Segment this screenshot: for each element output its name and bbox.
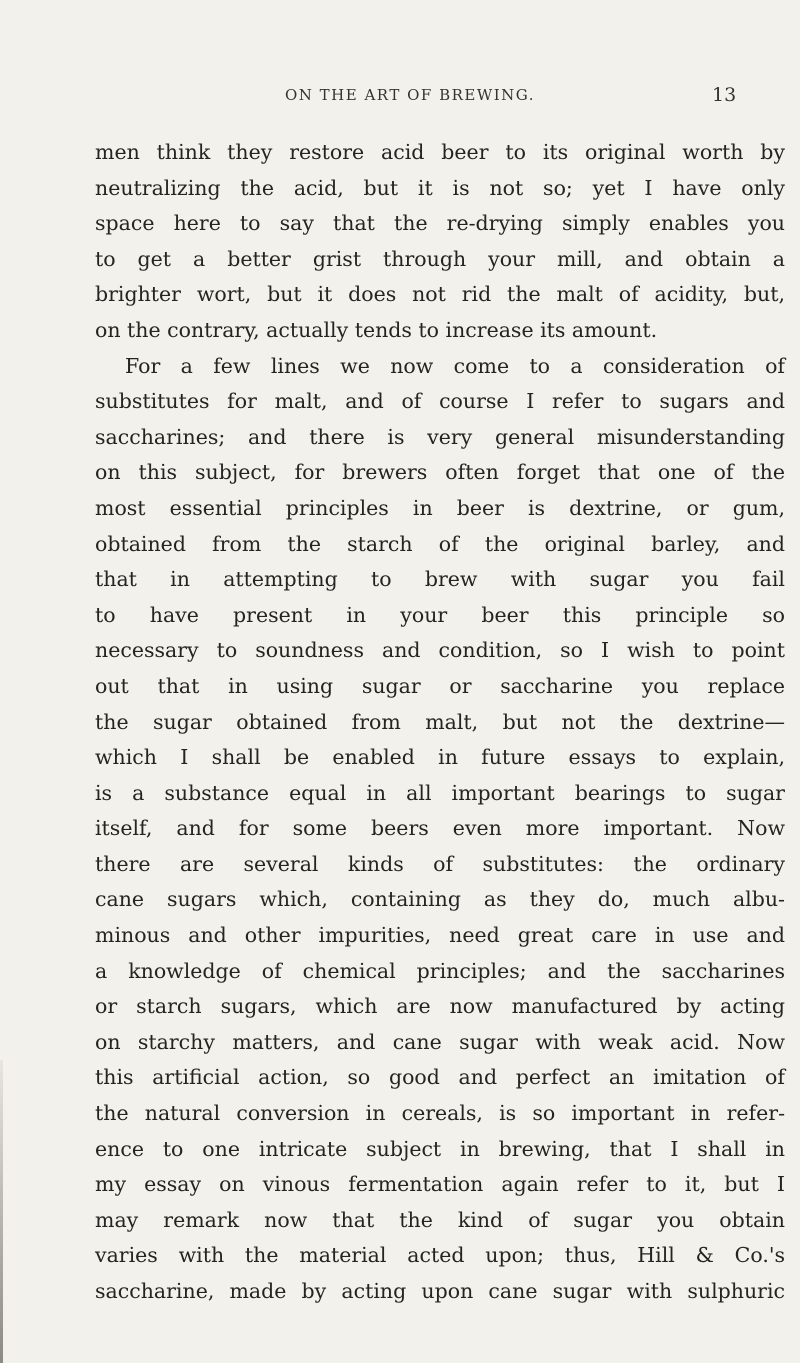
text-line: on starchy matters, and cane sugar with weak acid. Now	[95, 1029, 785, 1054]
text-line: ence to one intricate subject in brewing, that I shall in	[95, 1136, 785, 1161]
text-line: most essential principles in beer is dextrine, or gum,	[95, 495, 785, 520]
text-line: saccharine, made by acting upon cane sugar with sulphuric	[95, 1279, 785, 1303]
text-line: saccharines; and there is very general misunderstanding	[95, 424, 785, 449]
text-line: substitutes for malt, and of course I refer to sugars and	[95, 389, 785, 414]
text-line: brighter wort, but it does not rid the malt of acidity, but,	[95, 282, 785, 307]
text-line: to have present in your beer this principle so	[95, 602, 785, 627]
text-line: For a few lines we now come to a consideration of	[125, 353, 785, 378]
text-line: there are several kinds of substitutes: the ordinary	[95, 851, 785, 876]
text-line: may remark now that the kind of sugar you obtain	[95, 1207, 785, 1232]
running-head: ON THE ART OF BREWING.	[284, 86, 536, 104]
page-number: 13	[712, 84, 737, 106]
text-line: neutralizing the acid, but it is not so; yet I have only	[95, 175, 785, 200]
text-line: or starch sugars, which are now manufactured by acting	[95, 994, 785, 1019]
text-line: a knowledge of chemical principles; and the saccharines	[95, 958, 785, 983]
text-line: itself, and for some beers even more important. Now	[95, 816, 785, 841]
text-line: obtained from the starch of the original barley, and	[95, 531, 785, 556]
text-line: minous and other impurities, need great care in use and	[95, 923, 785, 948]
text-line: varies with the material acted upon; thus, Hill & Co.'s	[95, 1243, 785, 1268]
text-line: the sugar obtained from malt, but not the dextrine—	[95, 709, 785, 734]
text-line: this artificial action, so good and perfect an imitation of	[95, 1065, 785, 1090]
text-line: on the contrary, actually tends to increase its amount.	[95, 317, 658, 342]
text-line: to get a better grist through your mill, and obtain a	[95, 246, 785, 271]
text-line: on this subject, for brewers often forget that one of the	[95, 460, 785, 485]
text-line: necessary to soundness and condition, so I wish to point	[95, 638, 785, 663]
text-line: which I shall be enabled in future essays to explain,	[95, 745, 785, 770]
text-line: is a substance equal in all important bearings to sugar	[95, 780, 785, 805]
text-line: out that in using sugar or saccharine you replace	[95, 673, 785, 698]
text-line: that in attempting to brew with sugar you fail	[95, 567, 785, 592]
text-line: men think they restore acid beer to its original worth by	[95, 140, 785, 164]
text-line: the natural conversion in cereals, is so important in refer-	[95, 1101, 785, 1126]
text-line: space here to say that the re-drying simply enables you	[95, 211, 785, 236]
text-line: cane sugars which, containing as they do, much albu-	[95, 887, 785, 912]
text-line: my essay on vinous fermentation again refer to it, but I	[95, 1172, 785, 1197]
body-text	[95, 135, 785, 1310]
page-edge-shadow	[0, 1060, 3, 1363]
